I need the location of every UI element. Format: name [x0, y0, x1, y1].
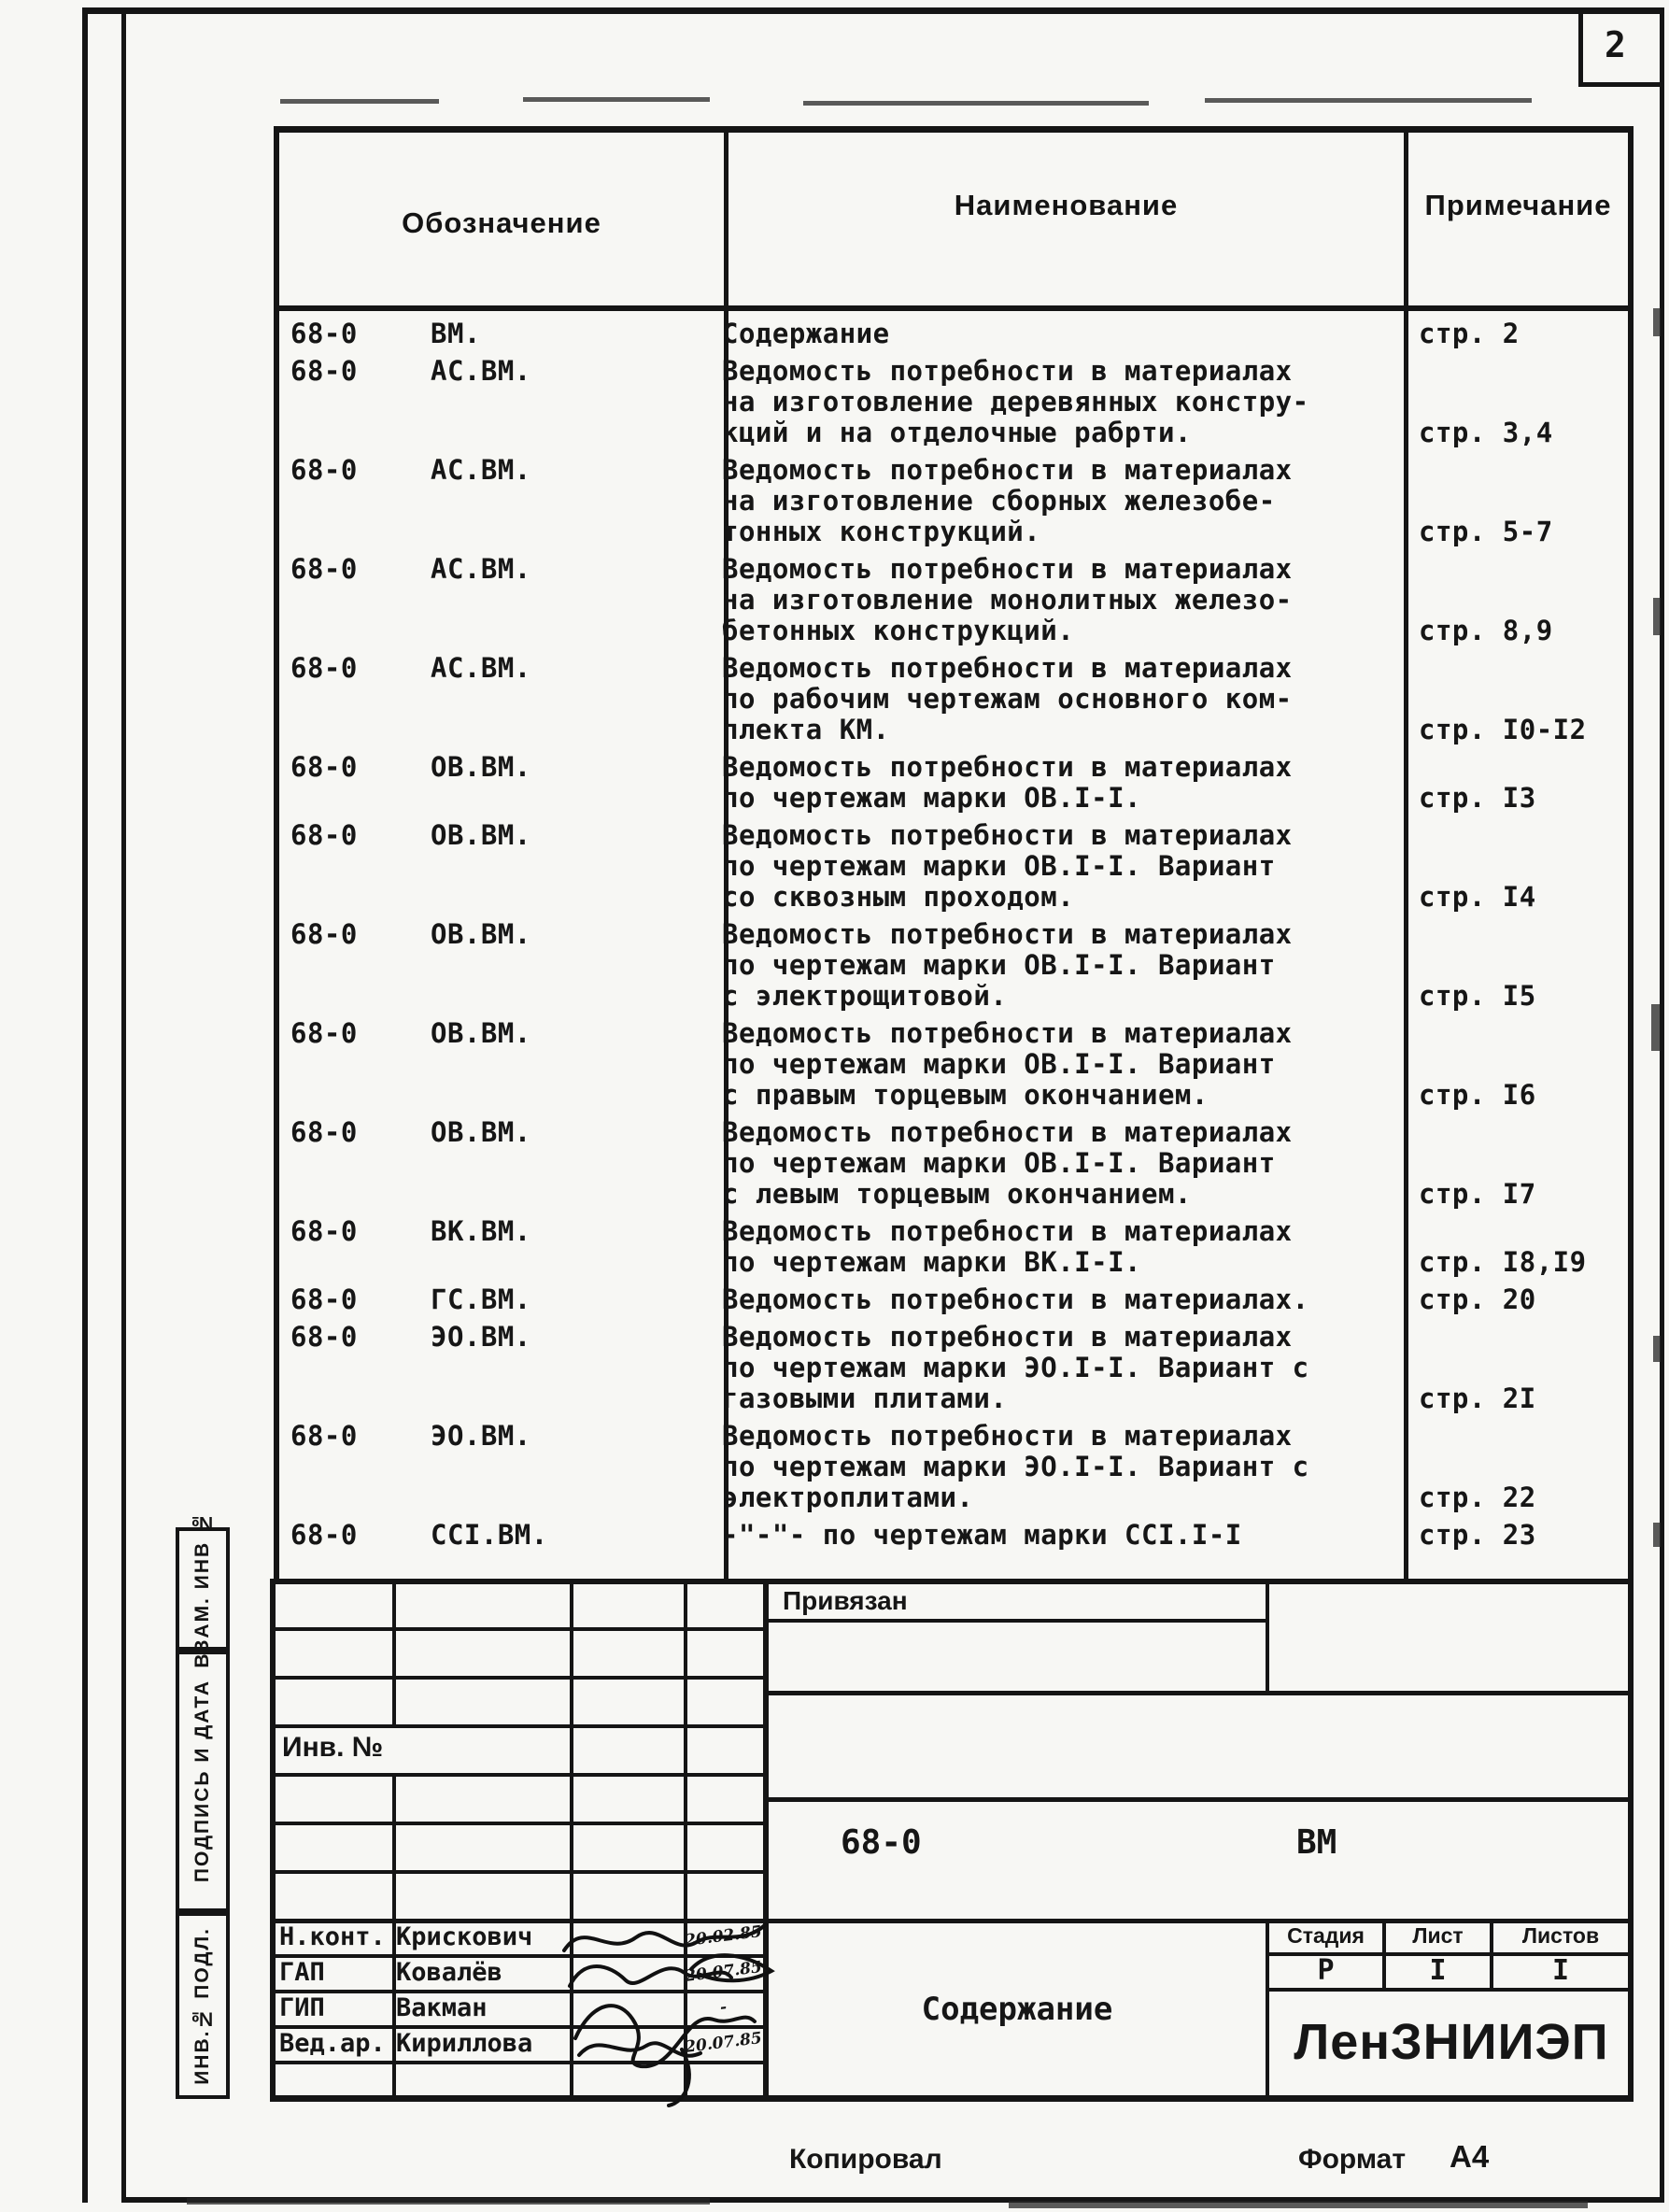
table-border-top [274, 126, 1634, 133]
margin-label: ВЗАМ. ИНВ № [191, 1510, 213, 1668]
margin-label: ПОДПИСЬ И ДАТА [191, 1680, 213, 1883]
row-name-line: Ведомость потребности в материалах [722, 454, 1293, 486]
pagenum-box-bottom [1578, 82, 1664, 87]
row-page-ref: стр. 3,4 [1419, 417, 1553, 448]
row-name-line: по рабочим чертежам основного ком- [722, 683, 1293, 715]
row-name-line: тонных конструкций. [722, 516, 1041, 547]
table-row [274, 1216, 1633, 1278]
frame-left [121, 7, 126, 2199]
signer-name: Крискович [396, 1921, 533, 1951]
row-name-lines [722, 319, 1404, 349]
row-designation-code: 68-0 [290, 454, 358, 486]
row-page-ref: стр. I5 [1419, 980, 1536, 1012]
row-name-line: Ведомость потребности в материалах [722, 1420, 1293, 1452]
row-name-lines [722, 1421, 1404, 1513]
row-designation-code: 68-0 [290, 1321, 358, 1353]
row-name-lines [722, 554, 1404, 646]
signer-role: Н.конт. [279, 1921, 386, 1951]
titleblock-bottom [270, 2095, 1634, 2102]
table-row [274, 319, 1633, 349]
table-row [274, 1117, 1633, 1210]
row-designation-mark: ССI.ВМ. [431, 1519, 548, 1551]
signer-role: ГИП [279, 1992, 325, 2022]
table-row [274, 919, 1633, 1012]
row-designation-code: 68-0 [290, 1017, 358, 1049]
row-designation-mark: АС.ВМ. [431, 553, 531, 585]
signer-date: 20.07.85 [684, 2029, 763, 2057]
row-page-ref: стр. I7 [1419, 1178, 1536, 1210]
row-name-lines [722, 919, 1404, 1012]
row-name-lines [722, 653, 1404, 745]
row-designation-code: 68-0 [290, 553, 358, 585]
row-page-ref: стр. I3 [1419, 782, 1536, 814]
signer-role: ГАП [279, 1957, 325, 1987]
row-page-ref: стр. I4 [1419, 881, 1536, 913]
row-designation-mark: АС.ВМ. [431, 355, 531, 387]
row-name-line: Ведомость потребности в материалах [722, 751, 1293, 783]
row-name-lines [722, 1284, 1404, 1315]
doc-mark: ВМ [1296, 1823, 1337, 1862]
table-row [274, 1322, 1633, 1414]
row-name-line: по чертежам марки ОВ.I-I. [722, 782, 1141, 814]
row-designation-code: 68-0 [290, 355, 358, 387]
organization-name: ЛенЗНИИЭП [1294, 2013, 1609, 2070]
row-page-ref: стр. 5-7 [1419, 516, 1553, 547]
row-name-line: кций и на отделочные рабрти. [722, 417, 1192, 448]
row-designation-mark: ОВ.ВМ. [431, 918, 531, 950]
table-row [274, 1520, 1633, 1551]
row-designation-code: 68-0 [290, 1519, 358, 1551]
row-name-lines [722, 455, 1404, 547]
contents-rows [274, 305, 1633, 1579]
row-designation-code: 68-0 [290, 652, 358, 684]
sheet-value: I [1429, 1953, 1447, 1987]
row-name-lines [722, 1520, 1404, 1551]
row-designation-mark: ОВ.ВМ. [431, 1017, 531, 1049]
format-label: Формат [1298, 2144, 1407, 2175]
row-page-ref: стр. 23 [1419, 1519, 1536, 1551]
row-name-line: с правым торцевым окончанием. [722, 1079, 1209, 1111]
signature-icon [572, 2020, 758, 2108]
frame-top [82, 7, 1664, 14]
table-row [274, 1421, 1633, 1513]
row-designation-code: 68-0 [290, 751, 358, 783]
row-designation-code: 68-0 [290, 918, 358, 950]
row-name-line: Ведомость потребности в материалах [722, 652, 1293, 684]
table-row [274, 820, 1633, 913]
row-name-line: газовыми плитами. [722, 1382, 1008, 1414]
row-designation-mark: ГС.ВМ. [431, 1283, 531, 1315]
row-name-line: Ведомость потребности в материалах [722, 1116, 1293, 1148]
row-page-ref: стр. 2I [1419, 1382, 1536, 1414]
row-designation-code: 68-0 [290, 1116, 358, 1148]
column-header-note: Примечание [1424, 189, 1612, 221]
row-name-lines [722, 1117, 1404, 1210]
signer-name: Кириллова [396, 2028, 533, 2058]
margin-box-vzam-inv [176, 1510, 230, 1668]
row-designation-mark: АС.ВМ. [431, 652, 531, 684]
row-name-line: по чертежам марки ВК.I-I. [722, 1246, 1141, 1278]
row-name-line: Ведомость потребности в материалах [722, 1017, 1293, 1049]
format-value: А4 [1450, 2139, 1490, 2174]
privyazan-label: Привязан [783, 1586, 908, 1615]
row-page-ref: стр. 2 [1419, 318, 1520, 349]
row-designation-code: 68-0 [290, 318, 358, 349]
row-name-line: по чертежам марки ОВ.I-I. Вариант [722, 949, 1276, 981]
table-row [274, 1284, 1633, 1315]
table-row [274, 752, 1633, 814]
row-name-line: Ведомость потребности в материалах. [722, 1283, 1309, 1315]
doc-code: 68-0 [841, 1823, 922, 1862]
row-name-line: по чертежам марки ОВ.I-I. Вариант [722, 1048, 1276, 1080]
row-designation-mark: АС.ВМ. [431, 454, 531, 486]
row-designation-code: 68-0 [290, 1215, 358, 1247]
row-name-line: Содержание [722, 318, 890, 349]
signer-date: - [718, 1997, 728, 2018]
pagenum-box-left [1578, 7, 1583, 86]
margin-box-inv-podl [176, 1912, 230, 2099]
signer-name: Вакман [396, 1992, 488, 2022]
stage-label: Стадия [1287, 1922, 1365, 1948]
row-name-lines [722, 356, 1404, 448]
frame-right [1660, 7, 1664, 2203]
row-name-line: плекта КМ. [722, 714, 890, 745]
row-name-lines [722, 820, 1404, 913]
page-number: 2 [1605, 24, 1626, 65]
margin-label: ИНВ.№ ПОДЛ. [191, 1926, 213, 2085]
inv-no-label: Инв. № [282, 1732, 384, 1763]
row-name-line: электроплитами. [722, 1482, 974, 1513]
row-designation-mark: ОВ.ВМ. [431, 1116, 531, 1148]
signer-role: Вед.ар. [279, 2028, 386, 2058]
sheet-edge-left [82, 7, 88, 2203]
row-name-lines [722, 1216, 1404, 1278]
row-page-ref: стр. 22 [1419, 1482, 1536, 1513]
row-designation-mark: ЭО.ВМ. [431, 1321, 531, 1353]
margin-box-podpis-data [176, 1651, 230, 1912]
row-name-line: Ведомость потребности в материалах [722, 1215, 1293, 1247]
sheets-value: I [1551, 1953, 1570, 1987]
row-designation-mark: ЭО.ВМ. [431, 1420, 531, 1452]
row-designation-code: 68-0 [290, 819, 358, 851]
row-name-line: -"-"- по чертежам марки ССI.I-I [722, 1519, 1242, 1551]
row-name-lines [722, 1018, 1404, 1111]
row-name-line: Ведомость потребности в материалах [722, 355, 1293, 387]
row-name-line: на изготовление монолитных железо- [722, 584, 1293, 616]
row-designation-mark: ОВ.ВМ. [431, 819, 531, 851]
table-row [274, 653, 1633, 745]
row-name-line: бетонных конструкций. [722, 615, 1075, 646]
row-designation-mark: ОВ.ВМ. [431, 751, 531, 783]
row-name-line: на изготовление деревянных констру- [722, 386, 1309, 418]
sheets-label: Листов [1521, 1922, 1600, 1948]
row-designation-mark: ВМ. [431, 318, 481, 349]
row-name-line: по чертежам марки ЭО.I-I. Вариант с [722, 1451, 1309, 1482]
doc-title: Содержание [921, 1991, 1113, 2028]
column-header-name: Наименование [954, 189, 1179, 221]
signer-date: 20.07.85 [684, 1958, 763, 1986]
stage-value: Р [1317, 1953, 1335, 1987]
row-page-ref: стр. I8,I9 [1419, 1246, 1587, 1278]
row-name-line: на изготовление сборных железобе- [722, 485, 1276, 517]
row-designation-mark: ВК.ВМ. [431, 1215, 531, 1247]
table-row [274, 1018, 1633, 1111]
table-row [274, 455, 1633, 547]
table-row [274, 356, 1633, 448]
row-page-ref: стр. 8,9 [1419, 615, 1553, 646]
row-page-ref: стр. 20 [1419, 1283, 1536, 1315]
copied-label: Копировал [789, 2144, 942, 2175]
titleblock-top [270, 1579, 1634, 1584]
row-name-line: со сквозным проходом. [722, 881, 1075, 913]
row-name-line: с левым торцевым окончанием. [722, 1178, 1192, 1210]
sheet-label: Лист [1412, 1922, 1464, 1948]
row-designation-code: 68-0 [290, 1283, 358, 1315]
row-name-lines [722, 1322, 1404, 1414]
row-name-line: по чертежам марки ЭО.I-I. Вариант с [722, 1352, 1309, 1383]
row-name-line: по чертежам марки ОВ.I-I. Вариант [722, 1147, 1276, 1179]
row-name-line: Ведомость потребности в материалах [722, 1321, 1293, 1353]
row-page-ref: стр. I0-I2 [1419, 714, 1587, 745]
row-name-lines [722, 752, 1404, 814]
row-name-line: с электрощитовой. [722, 980, 1008, 1012]
row-name-line: Ведомость потребности в материалах [722, 553, 1293, 585]
column-header-designation: Обозначение [402, 206, 601, 239]
row-designation-code: 68-0 [290, 1420, 358, 1452]
table-row [274, 554, 1633, 646]
row-page-ref: стр. I6 [1419, 1079, 1536, 1111]
row-name-line: Ведомость потребности в материалах [722, 918, 1293, 950]
row-name-line: Ведомость потребности в материалах [722, 819, 1293, 851]
signer-name: Ковалёв [396, 1957, 502, 1987]
row-name-line: по чертежам марки ОВ.I-I. Вариант [722, 850, 1276, 882]
signer-date: 20.02.85 [684, 1922, 763, 1950]
